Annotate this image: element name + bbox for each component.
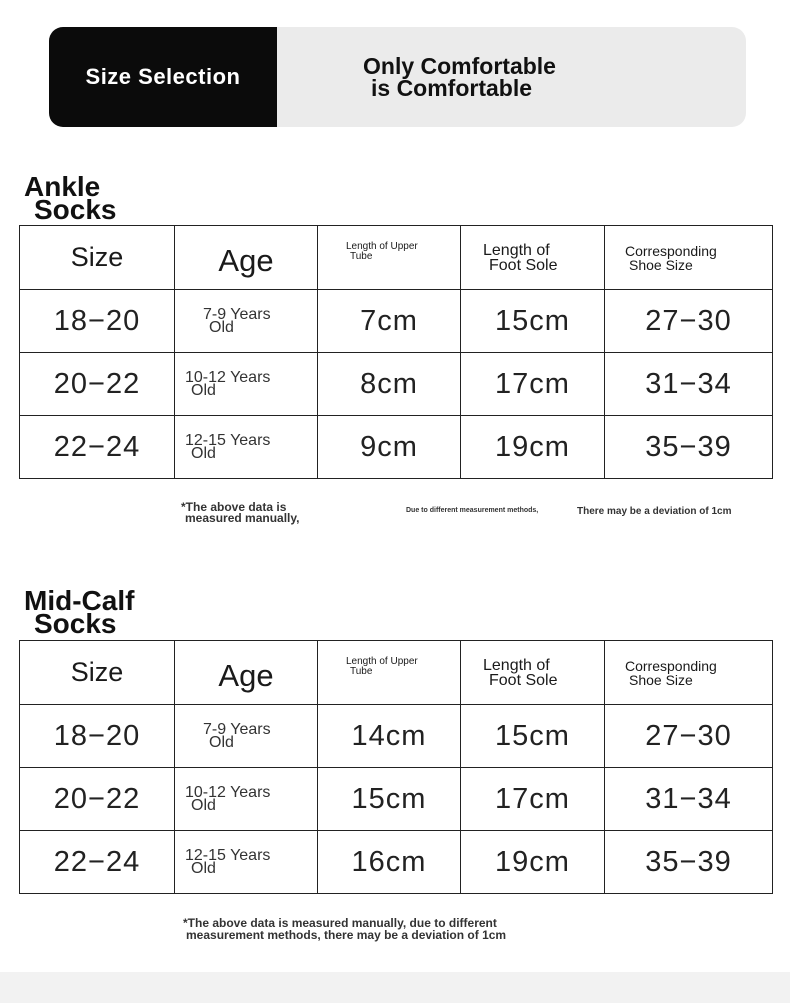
foot-sole-cell: 15cm: [461, 705, 605, 768]
ankle-socks-title: [24, 171, 117, 225]
table-row: [20, 831, 773, 894]
header-size: Size: [20, 641, 175, 705]
table-header-row: [20, 641, 773, 705]
header-banner: [49, 27, 746, 127]
header-foot-sole: Length of Foot Sole: [461, 641, 605, 705]
upper-tube-cell: 16cm: [318, 831, 461, 894]
shoe-size-cell: 31−34: [605, 768, 773, 831]
midcalf-size-table: [19, 640, 773, 894]
age-cell: 10-12 Years Old: [175, 353, 318, 416]
slogan-line-1: Only Comfortable: [363, 53, 556, 79]
upper-tube-cell: 14cm: [318, 705, 461, 768]
header-shoe-size: Corresponding Shoe Size: [605, 641, 773, 705]
table-row: [20, 353, 773, 416]
age-cell: 7-9 Years Old: [175, 290, 318, 353]
foot-sole-cell: 19cm: [461, 831, 605, 894]
size-cell: 22−24: [20, 831, 175, 894]
shoe-size-cell: 27−30: [605, 705, 773, 768]
shoe-size-cell: 35−39: [605, 416, 773, 479]
size-cell: 20−22: [20, 353, 175, 416]
footer-bar: [0, 972, 790, 1003]
table-row: [20, 290, 773, 353]
ankle-title-line-2: Socks: [34, 194, 117, 225]
ankle-measurement-note: *The above data is measured manually,: [181, 500, 300, 525]
age-cell: 7-9 Years Old: [175, 705, 318, 768]
shoe-size-cell: 27−30: [605, 290, 773, 353]
slogan-line-2: is Comfortable: [371, 75, 533, 101]
ankle-deviation-note: There may be a deviation of 1cm: [577, 506, 732, 517]
foot-sole-cell: 19cm: [461, 416, 605, 479]
age-cell: 12-15 Years Old: [175, 831, 318, 894]
table-header-row: [20, 226, 773, 290]
upper-tube-cell: 8cm: [318, 353, 461, 416]
header-upper-tube: Length of Upper Tube: [318, 226, 461, 290]
table-row: [20, 768, 773, 831]
slogan: [277, 27, 746, 127]
header-size: Size: [20, 226, 175, 290]
shoe-size-cell: 31−34: [605, 353, 773, 416]
header-age: Age: [175, 641, 318, 705]
shoe-size-cell: 35−39: [605, 831, 773, 894]
ankle-method-note: Due to different measurement methods,: [406, 507, 539, 514]
header-shoe-size: Corresponding Shoe Size: [605, 226, 773, 290]
foot-sole-cell: 17cm: [461, 768, 605, 831]
foot-sole-cell: 17cm: [461, 353, 605, 416]
upper-tube-cell: 9cm: [318, 416, 461, 479]
size-selection-label: Size Selection: [49, 27, 277, 127]
ankle-title-line-1: Ankle: [24, 171, 101, 202]
age-cell: 12-15 Years Old: [175, 416, 318, 479]
header-upper-tube: Length of Upper Tube: [318, 641, 461, 705]
foot-sole-cell: 15cm: [461, 290, 605, 353]
size-cell: 18−20: [20, 705, 175, 768]
size-cell: 20−22: [20, 768, 175, 831]
age-cell: 10-12 Years Old: [175, 768, 318, 831]
table-row: [20, 416, 773, 479]
upper-tube-cell: 15cm: [318, 768, 461, 831]
size-cell: 22−24: [20, 416, 175, 479]
midcalf-title-line-2: Socks: [34, 608, 117, 639]
size-cell: 18−20: [20, 290, 175, 353]
header-age: Age: [175, 226, 318, 290]
header-foot-sole: Length of Foot Sole: [461, 226, 605, 290]
midcalf-measurement-note: *The above data is measured manually, due to different measurement methods, there may be a deviation of 1cm: [183, 916, 507, 942]
table-row: [20, 705, 773, 768]
mid-calf-socks-title: [24, 585, 135, 639]
midcalf-title-line-1: Mid-Calf: [24, 585, 135, 616]
upper-tube-cell: 7cm: [318, 290, 461, 353]
ankle-size-table: [19, 225, 773, 479]
